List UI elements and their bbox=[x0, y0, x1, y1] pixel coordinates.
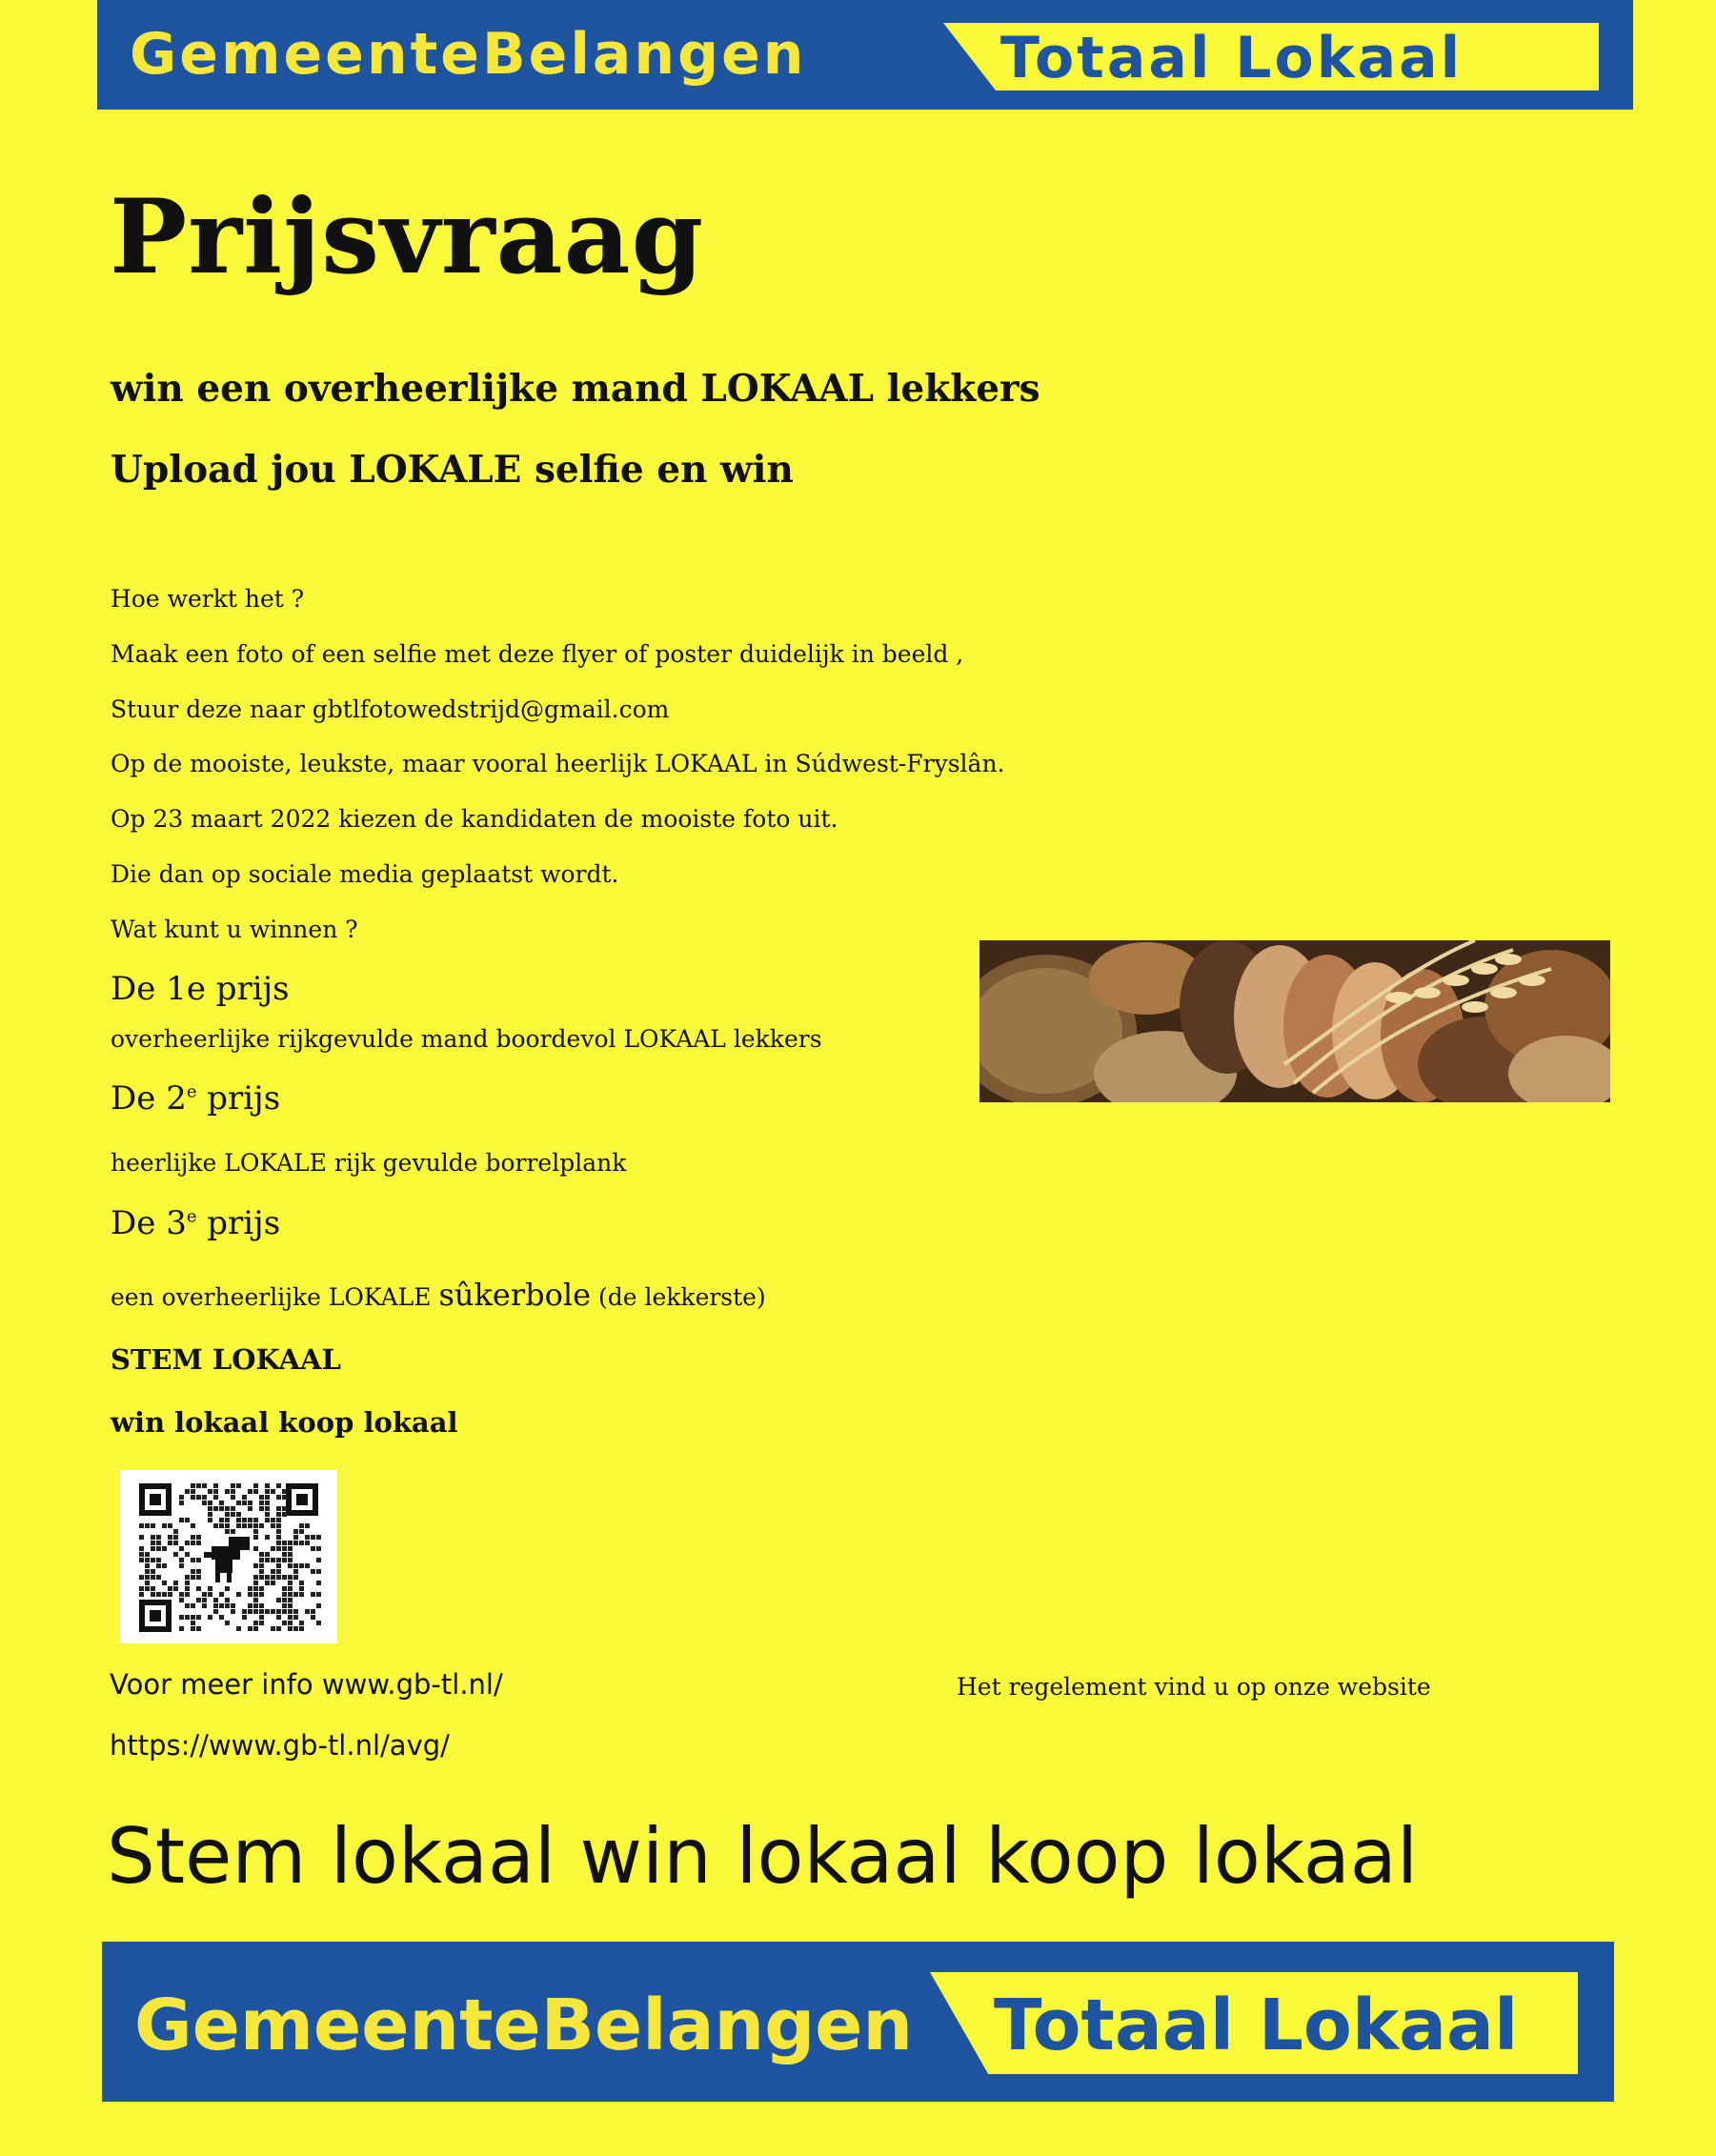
instruction-line: Maak een foto of een selfie met deze flyer of poster duidelijk in beeld , bbox=[111, 640, 964, 668]
bread-photo bbox=[979, 940, 1610, 1102]
prize-2-prefix: De 2 bbox=[111, 1079, 187, 1118]
win-question: Wat kunt u winnen ? bbox=[111, 916, 358, 943]
stem-lokaal-line: STEM LOKAAL bbox=[111, 1343, 341, 1376]
qr-code-icon bbox=[120, 1470, 337, 1643]
header-banner bbox=[97, 0, 1633, 110]
org-tagline: Totaal Lokaal bbox=[1000, 25, 1464, 91]
prize-3-sup: e bbox=[186, 1206, 197, 1227]
more-info-link[interactable]: Voor meer info www.gb-tl.nl/ bbox=[110, 1668, 503, 1701]
win-lokaal-line: win lokaal koop lokaal bbox=[111, 1406, 458, 1439]
subtitle-prize: win een overheerlijke mand LOKAAL lekkers bbox=[111, 367, 1040, 411]
prize-3-title bbox=[111, 1204, 280, 1242]
instruction-line: Die dan op sociale media geplaatst wordt. bbox=[111, 860, 619, 888]
prize-3-prefix: De 3 bbox=[111, 1204, 187, 1242]
org-tagline: Totaal Lokaal bbox=[994, 1985, 1519, 2066]
instruction-heading: Hoe werkt het ? bbox=[111, 585, 305, 613]
prize-2-sup: e bbox=[186, 1081, 197, 1102]
prize-3-desc-pre: een overheerlijke LOKALE bbox=[111, 1283, 439, 1311]
prize-3-desc-post: (de lekkerste) bbox=[591, 1283, 766, 1311]
prize-2-desc: heerlijke LOKALE rijk gevulde borrelplank bbox=[111, 1149, 627, 1177]
subtitle-upload: Upload jou LOKALE selfie en win bbox=[111, 448, 794, 492]
instruction-date-line: Op 23 maart 2022 kiezen de kandidaten de mooiste foto uit. bbox=[111, 805, 838, 833]
instruction-line: Op de mooiste, leukste, maar vooral heerlijk LOKAAL in Súdwest-Fryslân. bbox=[111, 750, 1005, 777]
prize-2-suffix: prijs bbox=[196, 1079, 281, 1118]
prize-1-title: De 1e prijs bbox=[111, 970, 290, 1008]
prize-3-desc-highlight: sûkerbole bbox=[438, 1277, 592, 1313]
bread-illustration bbox=[979, 940, 1610, 1102]
prize-3-suffix: prijs bbox=[196, 1204, 281, 1242]
avg-link[interactable]: https://www.gb-tl.nl/avg/ bbox=[110, 1729, 450, 1762]
slogan: Stem lokaal win lokaal koop lokaal bbox=[107, 1812, 1419, 1901]
footer-banner bbox=[102, 1942, 1614, 2102]
page-title: Prijsvraag bbox=[110, 177, 705, 297]
org-name: GemeenteBelangen bbox=[134, 1985, 914, 2066]
instruction-email-line: Stuur deze naar gbtlfotowedstrijd@gmail.com bbox=[111, 695, 670, 723]
prize-2-title bbox=[111, 1079, 280, 1118]
rules-note: Het regelement vind u op onze website bbox=[957, 1673, 1431, 1701]
prize-1-desc: overheerlijke rijkgevulde mand boordevol LOKAAL lekkers bbox=[111, 1025, 822, 1053]
prize-3-desc bbox=[111, 1277, 766, 1313]
org-name: GemeenteBelangen bbox=[130, 21, 807, 88]
qr-code[interactable] bbox=[120, 1470, 337, 1643]
